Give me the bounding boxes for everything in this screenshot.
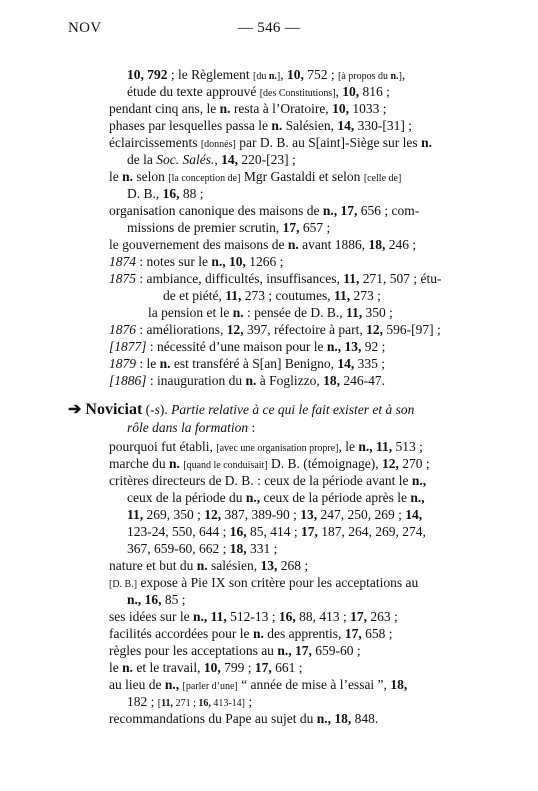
index-line <box>109 202 419 219</box>
line-text: 661 ; <box>271 660 303 675</box>
line-text: facilités accordées pour le <box>109 626 253 641</box>
line-text: 269, 350 ; <box>143 507 205 522</box>
line-text: 17, <box>340 203 358 218</box>
index-line <box>127 523 426 540</box>
line-text: 752 ; <box>303 67 338 82</box>
line-text: n., <box>410 490 425 505</box>
line-text: 17, <box>350 609 368 624</box>
index-line <box>109 236 416 253</box>
line-text: , <box>401 67 406 82</box>
line-text: étude du texte approuvé <box>127 84 260 99</box>
line-text: 263 ; <box>367 609 398 624</box>
line-text: par D. B. au S[aint]-Siège sur les <box>235 135 422 150</box>
line-text: n. <box>252 626 264 641</box>
line-text: 273 ; <box>350 288 381 303</box>
line-text: 18, <box>323 373 341 388</box>
line-text: [du <box>252 71 269 82</box>
line-text: ; le Règlement <box>167 67 253 82</box>
section-heading: NOV <box>68 20 102 36</box>
line-text: n. <box>219 101 231 116</box>
line-text: 187, 264, 269, 274, <box>317 524 426 539</box>
line-text: D. B. (témoignage), <box>267 456 383 471</box>
running-header <box>0 20 538 42</box>
line-text: 658 ; <box>361 626 393 641</box>
line-text: n. <box>168 456 180 471</box>
line-text: 17, <box>294 643 312 658</box>
line-text: [D. B.] <box>109 579 138 590</box>
line-text: : le <box>136 356 160 371</box>
line-text: [celle de] <box>363 173 402 184</box>
line-text: n., <box>245 490 261 505</box>
line-text: 88 ; <box>179 186 204 201</box>
line-text: : pensée de D. B., <box>243 305 346 320</box>
index-line <box>109 642 361 659</box>
page-number: — 546 — <box>237 20 301 36</box>
line-text: 18, <box>229 541 247 556</box>
line-text: n., <box>411 473 427 488</box>
line-text: 330-[31] ; <box>354 118 412 133</box>
index-line <box>109 625 392 642</box>
line-text: [1886] <box>109 373 147 388</box>
line-text: 182 ; <box>127 694 158 709</box>
line-text: : <box>248 420 256 435</box>
line-text: 387, 389-90 ; <box>221 507 301 522</box>
line-text: , le <box>338 439 359 454</box>
line-text: resta à l’Oratoire, <box>230 101 333 116</box>
line-text: 16, <box>229 524 247 539</box>
line-text: 18, <box>368 237 386 252</box>
line-text: [des Constitutions] <box>259 88 336 99</box>
line-text: 1876 <box>109 322 136 337</box>
line-text: ceux de la période du <box>127 490 246 505</box>
line-text: 273 ; coutumes, <box>241 288 334 303</box>
line-text: : inauguration du <box>146 373 246 388</box>
line-text: n., <box>358 439 373 454</box>
index-line <box>109 117 412 134</box>
line-text: 17, <box>344 626 362 641</box>
line-text: 271 ; <box>173 698 199 709</box>
index-line <box>148 304 393 321</box>
index-line <box>127 540 277 557</box>
line-text: n., <box>192 609 208 624</box>
line-text: ] <box>276 71 281 82</box>
line-text: phases par lesquelles passa le <box>109 118 272 133</box>
line-text: 1874 <box>109 254 136 269</box>
line-text: 14, <box>221 152 238 167</box>
index-line <box>109 338 385 355</box>
index-line <box>109 472 426 489</box>
line-text: avant 1886, <box>298 237 369 252</box>
line-text: pourquoi fut établi, <box>109 439 217 454</box>
line-text: 367, 659-60, 662 ; <box>127 541 230 556</box>
line-text: règles pour les acceptations au <box>109 643 278 658</box>
line-text: éclaircissements <box>109 135 201 150</box>
line-text: 11, <box>376 439 393 454</box>
line-text: n. <box>421 135 432 150</box>
line-text: le <box>109 660 123 675</box>
index-line <box>127 506 422 523</box>
index-line <box>109 659 303 676</box>
line-text: : ambiance, difficultés, insuffisances, <box>136 271 344 286</box>
index-line <box>109 270 441 287</box>
line-text: n., <box>127 592 142 607</box>
line-text: ses idées sur le <box>109 609 193 624</box>
line-text: 246 ; <box>385 237 417 252</box>
line-text: 12, <box>382 456 399 471</box>
line-text: 85, 414 ; <box>246 524 302 539</box>
index-line <box>109 608 398 625</box>
line-text: n. <box>390 71 399 82</box>
line-text: 220-[23] ; <box>238 152 296 167</box>
line-text: Soc. Salés. <box>156 152 215 167</box>
line-text: , <box>214 152 222 167</box>
line-text: 11, <box>161 698 174 709</box>
line-text: 14, <box>337 118 355 133</box>
line-text: 12, <box>226 322 244 337</box>
index-line <box>109 253 283 270</box>
line-text: : notes sur le <box>136 254 212 269</box>
line-text: expose à Pie IX son critère pour les acceptations au <box>137 575 419 590</box>
line-text: n., <box>277 643 292 658</box>
line-text: ( <box>142 402 151 417</box>
line-text: [donnés] <box>200 139 236 150</box>
index-line <box>127 185 204 202</box>
index-line <box>109 372 385 389</box>
line-text: 1033 ; <box>348 101 387 116</box>
line-text: à Foglizzo, <box>256 373 324 388</box>
line-text: ). <box>159 402 172 417</box>
line-text: Partie relative à ce qui le fait exister et à son <box>171 402 415 417</box>
line-text: n., <box>164 677 180 692</box>
line-text: 17, <box>282 220 300 235</box>
line-text: 799 ; <box>220 660 255 675</box>
line-text: n., <box>326 339 342 354</box>
index-line <box>127 151 296 168</box>
line-text: 331 ; <box>246 541 278 556</box>
line-text: salésien, <box>207 558 261 573</box>
line-text: [avec une organisation propre] <box>216 443 339 454</box>
line-text: 10, <box>332 101 349 116</box>
line-text: 11, <box>343 271 360 286</box>
line-text: n. <box>122 660 134 675</box>
line-text: 350 ; <box>362 305 393 320</box>
index-line <box>68 401 414 418</box>
line-text: n., <box>211 254 226 269</box>
line-text: : nécessité d’une maison pour le <box>146 339 327 354</box>
line-text: 659-60 ; <box>311 643 361 658</box>
line-text: et le travail, <box>133 660 204 675</box>
line-text: [quand le conduisait] <box>183 460 268 471</box>
line-text: 11, <box>334 288 351 303</box>
line-text: 10, <box>203 660 221 675</box>
index-line <box>109 355 385 372</box>
line-text: la pension et le <box>148 305 233 320</box>
line-text: 16, <box>198 698 211 709</box>
line-text: 512-13 ; <box>226 609 279 624</box>
line-text: [à propos du <box>338 71 391 82</box>
line-text: 92 ; <box>361 339 386 354</box>
line-text: n., <box>316 711 331 726</box>
line-text: 848. <box>351 711 379 726</box>
line-text: critères directeurs de D. B. : ceux de la période avant le <box>109 473 412 488</box>
line-text: 271, 507 ; étu- <box>359 271 442 286</box>
line-text: 270 ; <box>398 456 430 471</box>
index-line <box>109 321 441 338</box>
line-text: 10, <box>229 254 246 269</box>
line-text: 10, <box>286 67 304 82</box>
index-line <box>127 489 425 506</box>
line-text: le <box>109 169 123 184</box>
line-text: rôle dans la formation <box>127 420 249 435</box>
index-line <box>109 100 386 117</box>
line-text: 17, <box>254 660 272 675</box>
line-text: 12, <box>366 322 384 337</box>
line-text: 413-14] <box>210 698 246 709</box>
line-text: : améliorations, <box>136 322 227 337</box>
line-text: [1877] <box>109 339 147 354</box>
line-text: 656 ; com- <box>357 203 420 218</box>
line-text: marche du <box>109 456 169 471</box>
line-text: 13, <box>300 507 318 522</box>
line-text: 1875 <box>109 271 136 286</box>
line-text: au lieu de <box>109 677 165 692</box>
line-text: 12, <box>204 507 222 522</box>
line-text: Salésien, <box>282 118 338 133</box>
line-text: [ <box>157 698 162 709</box>
line-text: n. <box>245 373 257 388</box>
line-text: 18, <box>390 677 408 692</box>
line-text: [parler d’une] <box>182 681 238 692</box>
line-text: pendant cinq ans, le <box>109 101 220 116</box>
line-text: D. B., <box>127 186 163 201</box>
line-text: recommandations du Pape au sujet du <box>109 711 317 726</box>
line-text: 657 ; <box>299 220 331 235</box>
line-text: ; <box>245 694 253 709</box>
line-text: 397, réfectoire à part, <box>243 322 367 337</box>
line-text: ] <box>398 71 402 82</box>
index-line <box>127 219 330 236</box>
line-text: 13, <box>344 339 362 354</box>
line-text: des apprentis, <box>263 626 345 641</box>
line-text: 268 ; <box>277 558 309 573</box>
line-text: , <box>280 67 287 82</box>
line-text: 246-47. <box>340 373 386 388</box>
index-line <box>109 710 378 727</box>
index-line <box>163 287 381 304</box>
line-text: 10, 792 <box>127 67 168 82</box>
line-text: 247, 250, 269 ; <box>317 507 406 522</box>
line-text: 13, <box>260 558 278 573</box>
line-text: 11, <box>127 507 144 522</box>
line-text: n., <box>322 203 338 218</box>
line-text: 596-[97] ; <box>383 322 441 337</box>
line-text: ceux de la période après le <box>260 490 411 505</box>
line-text: 16, <box>144 592 162 607</box>
line-text: Mgr Gastaldi et selon <box>240 169 364 184</box>
line-text: 11, <box>225 288 242 303</box>
line-text: n. <box>287 237 299 252</box>
index-line <box>127 591 186 608</box>
line-text: 14, <box>405 507 423 522</box>
line-text: n. <box>268 71 277 82</box>
line-text: -s <box>150 402 160 417</box>
line-text: n. <box>122 169 134 184</box>
line-text: 11, <box>210 609 227 624</box>
line-text: 88, 413 ; <box>295 609 351 624</box>
line-text: 1879 <box>109 356 136 371</box>
index-line <box>109 557 308 574</box>
line-text: 10, <box>342 84 360 99</box>
line-text: [la conception de] <box>168 173 241 184</box>
line-text: 123-24, 550, 644 ; <box>127 524 230 539</box>
line-text: 85 ; <box>161 592 186 607</box>
arrow-icon: ➔ <box>68 401 86 418</box>
line-text: 1266 ; <box>245 254 284 269</box>
line-text: selon <box>133 169 169 184</box>
line-text: de et piété, <box>163 288 226 303</box>
line-text: 513 ; <box>392 439 423 454</box>
line-text: de la <box>127 152 157 167</box>
line-text: nature et but du <box>109 558 197 573</box>
line-text: 16, <box>162 186 180 201</box>
line-text: 14, <box>337 356 355 371</box>
line-text: 816 ; <box>359 84 390 99</box>
line-text: Noviciat <box>85 401 143 418</box>
line-text: organisation canonique des maisons de <box>109 203 323 218</box>
line-text: n. <box>196 558 208 573</box>
line-text: 18, <box>334 711 352 726</box>
line-text: le gouvernement des maisons de <box>109 237 288 252</box>
index-line <box>127 419 255 436</box>
line-text: est transféré à S[an] Benigno, <box>170 356 338 371</box>
line-text: n. <box>232 305 244 320</box>
line-text: 16, <box>278 609 296 624</box>
line-text: “ année de mise à l’essai ”, <box>237 677 391 692</box>
line-text: 335 ; <box>354 356 385 371</box>
line-text: n. <box>159 356 171 371</box>
line-text: 17, <box>301 524 318 539</box>
line-text: 11, <box>345 305 363 320</box>
line-text: missions de premier scrutin, <box>127 220 283 235</box>
line-text: n. <box>271 118 283 133</box>
line-text: , <box>335 84 343 99</box>
